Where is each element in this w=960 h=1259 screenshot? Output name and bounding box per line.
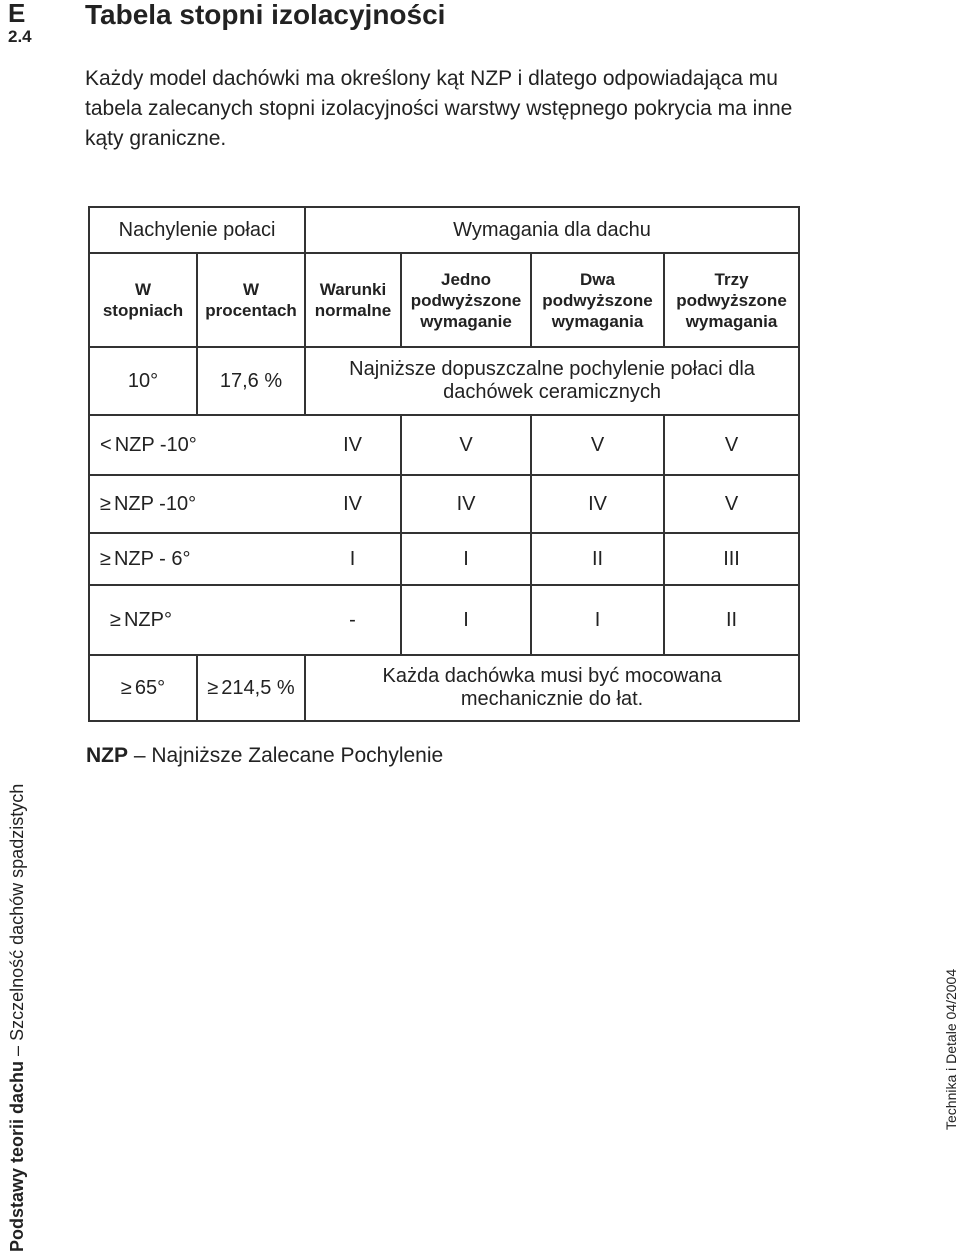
greater-equal-symbol: ≥ xyxy=(120,676,132,699)
abbreviation-legend xyxy=(86,744,443,768)
legend-abbreviation: NZP xyxy=(86,744,128,767)
min-percent: 17,6 % xyxy=(197,347,305,415)
minimum-slope-row xyxy=(89,347,799,415)
row-slope: ≥ NZP -10° xyxy=(89,475,305,533)
section-letter: E xyxy=(8,0,26,28)
cell-normal: - xyxy=(305,585,401,655)
side-caption-left: Podstawy teorii dachu – Szczelność dachów spadzistych xyxy=(7,783,27,1252)
side-section-name: Podstawy teorii dachu xyxy=(7,1060,27,1252)
cell-two-raised: V xyxy=(531,415,664,475)
cell-one-raised: IV xyxy=(401,475,531,533)
table-row xyxy=(89,475,799,533)
header-three-raised: Trzy podwyższone wymagania xyxy=(664,253,799,347)
cell-normal: IV xyxy=(305,475,401,533)
cell-three-raised: II xyxy=(664,585,799,655)
steep-note: Każda dachówka musi być mocowana mechanicznie do łat. xyxy=(305,655,799,721)
header-degrees: W stopniach xyxy=(89,253,197,347)
steep-slope-row xyxy=(89,655,799,721)
row-slope: < NZP -10° xyxy=(89,415,305,475)
greater-equal-symbol: ≥ xyxy=(207,676,219,699)
section-number: 2.4 xyxy=(8,27,32,46)
cell-three-raised: V xyxy=(664,475,799,533)
header-requirements: Wymagania dla dachu xyxy=(305,207,799,253)
header-normal: Warunki normalne xyxy=(305,253,401,347)
sub-header-row xyxy=(89,253,799,347)
cell-three-raised: III xyxy=(664,533,799,585)
steep-percent: ≥ 214,5 % xyxy=(197,655,305,721)
min-note: Najniższe dopuszczalne pochylenie połaci dla dachówek ceramicznych xyxy=(305,347,799,415)
side-chapter-name: Szczelność dachów spadzistych xyxy=(7,783,27,1041)
table-row xyxy=(89,415,799,475)
side-caption-right: Technika i Detale 04/2004 xyxy=(943,968,959,1130)
cell-one-raised: I xyxy=(401,585,531,655)
row-slope: ≥ NZP - 6° xyxy=(89,533,305,585)
header-two-raised: Dwa podwyższone wymagania xyxy=(531,253,664,347)
cell-two-raised: I xyxy=(531,585,664,655)
table-row xyxy=(89,585,799,655)
greater-equal-symbol: ≥ xyxy=(100,547,111,570)
section-code xyxy=(8,0,32,45)
insulation-degree-table xyxy=(88,206,800,722)
cell-three-raised: V xyxy=(664,415,799,475)
cell-two-raised: II xyxy=(531,533,664,585)
cell-one-raised: I xyxy=(401,533,531,585)
greater-equal-symbol: ≥ xyxy=(100,492,111,515)
row-slope: ≥ NZP° xyxy=(89,585,305,655)
greater-equal-symbol: ≥ xyxy=(110,608,121,631)
header-slope: Nachylenie połaci xyxy=(89,207,305,253)
group-header-row xyxy=(89,207,799,253)
steep-degrees: ≥ 65° xyxy=(89,655,197,721)
header-percent: W procentach xyxy=(197,253,305,347)
legend-dash: – xyxy=(133,744,146,767)
cell-two-raised: IV xyxy=(531,475,664,533)
table-row xyxy=(89,533,799,585)
legend-text: Najniższe Zalecane Pochylenie xyxy=(151,744,444,767)
intro-paragraph: Każdy model dachówki ma określony kąt NZP i dlatego odpowiadająca mu tabela zalecanych stopni izolacyjności warstwy wstępnego pokrycia ma inne kąty graniczne. xyxy=(85,67,793,150)
header-one-raised: Jedno podwyższone wymaganie xyxy=(401,253,531,347)
cell-normal: I xyxy=(305,533,401,585)
cell-normal: IV xyxy=(305,415,401,475)
cell-one-raised: V xyxy=(401,415,531,475)
less-than-symbol: < xyxy=(100,433,112,456)
min-degrees: 10° xyxy=(89,347,197,415)
page-title: Tabela stopni izolacyjności xyxy=(85,0,446,30)
